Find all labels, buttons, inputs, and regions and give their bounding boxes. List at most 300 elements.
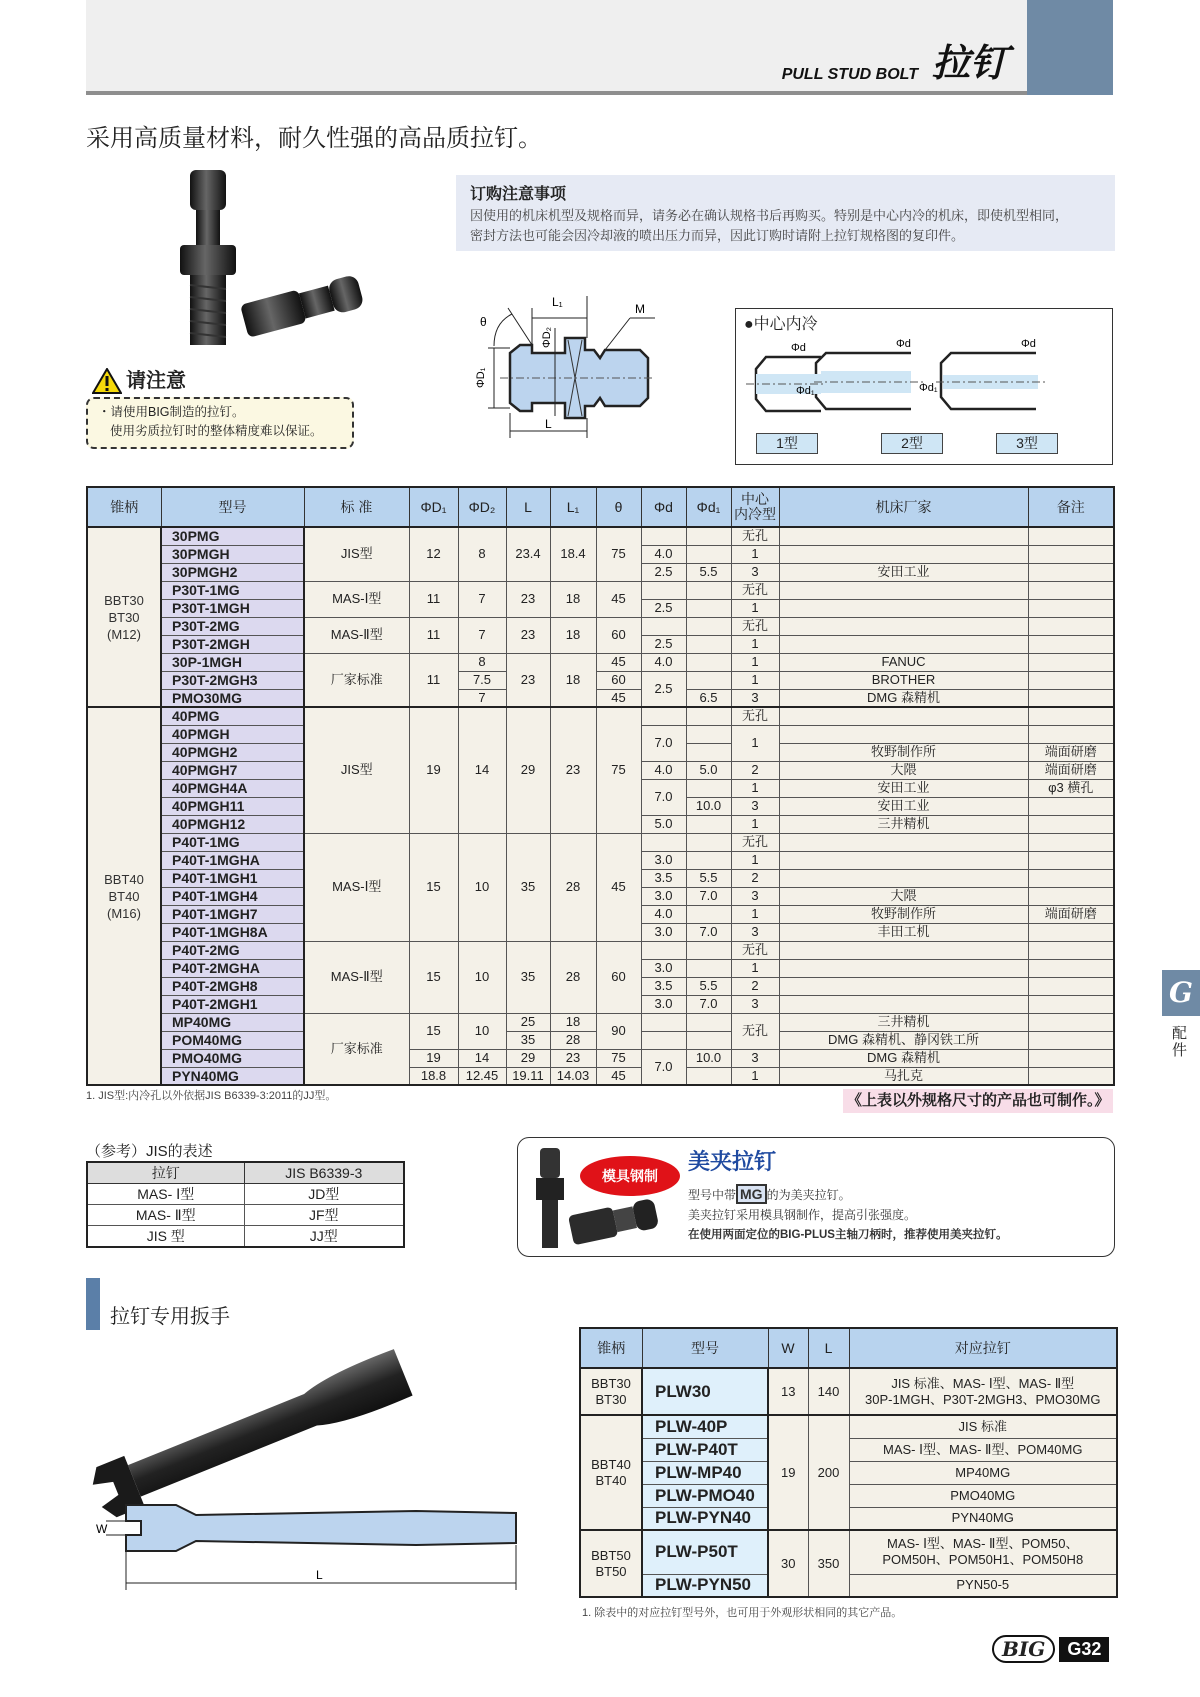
spec-cell [686,725,731,743]
wrench-header: 型号 [642,1328,768,1368]
spec-cell: 1 [731,959,779,977]
model-cell: 40PMGH12 [161,815,304,833]
wrench-l: 350 [808,1530,849,1597]
column-header: L₁ [550,487,596,527]
spec-cell: MAS-Ⅰ型 [304,833,409,941]
spec-cell [686,581,731,599]
section-tab-label: 配件 [1172,1025,1188,1059]
wrench-fits: PYN50-5 [849,1574,1117,1597]
spec-cell [779,869,1028,887]
model-cell: 40PMGH [161,725,304,743]
model-cell: P40T-1MGH7 [161,905,304,923]
order-note-line: 密封方法也可能会因冷却液的喷出压力而异，因此订购时请附上拉钉规格图的复印件。 [470,228,965,243]
table-row [87,707,1114,725]
spec-cell: 7.0 [686,995,731,1013]
spec-cell [779,707,1028,725]
wrench-fits: JIS 标准 [849,1415,1117,1438]
center-cooling-title: ●中心内冷 [744,316,818,333]
spec-cell [686,617,731,635]
wrench-w: 19 [768,1415,808,1530]
spec-cell: 3.5 [641,977,686,995]
spec-cell [1028,671,1114,689]
wrench-fits: MP40MG [849,1461,1117,1484]
spec-cell: 端面研磨 [1028,761,1114,779]
spec-cell: 大隈 [779,887,1028,905]
model-cell: P40T-1MGH1 [161,869,304,887]
spec-cell: 60 [596,617,641,653]
jis-cell: JD型 [244,1184,404,1205]
spec-cell: 7.0 [641,1049,686,1085]
spec-cell: 14 [458,1049,506,1067]
spec-cell: DMG 森精机、静冈铁工所 [779,1031,1028,1049]
spec-table-section [86,486,1113,1113]
spec-cell: 11 [409,617,458,653]
spec-cell [686,941,731,959]
spec-cell [641,617,686,635]
spec-cell: 1 [731,1067,779,1085]
spec-cell: 18 [550,653,596,707]
spec-cell [779,599,1028,617]
wrench-model: PLW30 [642,1368,768,1415]
model-cell: P40T-1MGH8A [161,923,304,941]
spec-cell: 45 [596,581,641,617]
spec-cell: 3.0 [641,995,686,1013]
table-row [87,833,1114,851]
spec-cell [686,599,731,617]
spec-cell: 14.03 [550,1067,596,1085]
wrench-model: PLW-PYN40 [642,1507,768,1530]
spec-cell [779,833,1028,851]
spec-cell: 5.0 [641,815,686,833]
wrench-w: 30 [768,1530,808,1597]
header-title-en: PULL STUD BOLT [781,66,918,83]
jis-cell: MAS- Ⅱ型 [87,1205,244,1226]
spec-cell: 3.0 [641,887,686,905]
spec-cell [1028,941,1114,959]
mg-title: 美夹拉钉 [688,1149,777,1174]
model-cell: 30P-1MGH [161,653,304,671]
wrench-fits: MAS- Ⅰ型、MAS- Ⅱ型、POM40MG [849,1438,1117,1461]
spec-cell: 19 [409,1049,458,1067]
spec-cell: 12.45 [458,1067,506,1085]
spec-cell [686,635,731,653]
wrench-fits: MAS- Ⅰ型、MAS- Ⅱ型、POM50、 POM50H、POM50H1、POM50H8 [849,1530,1117,1574]
spec-cell [686,527,731,545]
spec-cell [1028,959,1114,977]
model-cell: PMO40MG [161,1049,304,1067]
mg-line2: 美夹拉钉采用模具钢制作，提高引张强度。 [688,1208,917,1222]
spec-cell: 23 [550,707,596,833]
spec-cell: MAS-Ⅱ型 [304,941,409,1013]
spec-cell [686,653,731,671]
spec-cell: 3.0 [641,851,686,869]
spec-cell [641,941,686,959]
table-row [87,941,1114,959]
spec-cell: 23 [506,653,550,707]
table-row [87,671,1114,689]
spec-cell: JIS型 [304,707,409,833]
wrench-model: PLW-P50T [642,1530,768,1574]
caution-box [86,397,354,449]
spec-cell: 7 [458,689,506,707]
spec-cell [686,707,731,725]
wrench-taper: BBT40 BT40 [580,1415,642,1530]
spec-cell: 75 [596,527,641,581]
model-cell: 40PMGH7 [161,761,304,779]
spec-cell [686,545,731,563]
spec-cell: 马扎克 [779,1067,1028,1085]
spec-cell [1028,725,1114,743]
spec-cell: 60 [596,671,641,689]
spec-cell [641,581,686,599]
label-d1: Φd₁ [796,385,815,397]
table-row [87,1013,1114,1031]
column-header: Φd₁ [686,487,731,527]
spec-cell: MAS-Ⅱ型 [304,617,409,653]
spec-cell: 23 [506,617,550,653]
section-tab-g[interactable]: G [1162,970,1200,1016]
taper-cell: BBT40 BT40 (M16) [87,707,161,1085]
spec-cell: 4.0 [641,761,686,779]
spec-cell: 3.0 [641,959,686,977]
spec-cell [1028,977,1114,995]
spec-cell: 6.5 [686,689,731,707]
spec-cell [1028,851,1114,869]
model-cell: 30PMG [161,527,304,545]
table-row [87,653,1114,671]
label-M: M [635,302,645,316]
spec-cell: 2.5 [641,635,686,653]
spec-cell: 25 [506,1013,550,1031]
mold-steel-badge: 模具钢制 [580,1156,680,1196]
wrench-fits: JIS 标准、MAS- Ⅰ型、MAS- Ⅱ型 30P-1MGH、P30T-2MGH3、PMO30MG [849,1368,1117,1415]
spec-cell: 安田工业 [779,797,1028,815]
table-row [87,1067,1114,1085]
wrench-table-section [579,1327,1116,1620]
wrench-header: 对应拉钉 [849,1328,1117,1368]
spec-cell: 3.0 [641,923,686,941]
spec-cell [686,1031,731,1049]
spec-cell: 无孔 [731,581,779,599]
spec-cell: 7 [458,581,506,617]
spec-cell: 1 [731,653,779,671]
order-note-box [456,175,1115,251]
model-cell: P40T-2MGH1 [161,995,304,1013]
spec-cell: 1 [731,779,779,797]
spec-cell [1028,1067,1114,1085]
spec-cell: 45 [596,689,641,707]
spec-cell: 90 [596,1013,641,1049]
pull-stud-photo [170,165,370,365]
model-cell: PMO30MG [161,689,304,707]
spec-cell: 7.0 [641,779,686,815]
jis-header: JIS B6339-3 [244,1162,404,1184]
column-header: 中心 内冷型 [731,487,779,527]
column-header: θ [596,487,641,527]
column-header: ΦD₂ [458,487,506,527]
column-header: 标 准 [304,487,409,527]
model-cell: P40T-2MGH8 [161,977,304,995]
spec-cell: 14 [458,707,506,833]
mg-line1-pre: 型号中带 [688,1188,737,1202]
spec-cell: 3.5 [641,869,686,887]
wrench-header: L [808,1328,849,1368]
order-note-title: 订购注意事项 [470,186,567,203]
spec-cell: 10.0 [686,1049,731,1067]
spec-cell: 11 [409,653,458,707]
wrench-model: PLW-PYN50 [642,1574,768,1597]
spec-cell: 75 [596,1049,641,1067]
spec-cell: 3 [731,689,779,707]
wrench-model: PLW-40P [642,1415,768,1438]
model-cell: P30T-2MGH3 [161,671,304,689]
spec-cell: 2 [731,761,779,779]
spec-cell: 15 [409,833,458,941]
spec-cell: DMG 森精机 [779,689,1028,707]
spec-cell: 无孔 [731,707,779,725]
spec-cell [641,1031,686,1049]
model-cell: PYN40MG [161,1067,304,1085]
wrench-model: PLW-MP40 [642,1461,768,1484]
column-header: L [506,487,550,527]
column-header: 锥柄 [87,487,161,527]
spec-cell: 18 [550,617,596,653]
label-D1: ΦD₁ [475,367,487,388]
table-row [87,1049,1114,1067]
spec-cell: 2.5 [641,563,686,581]
spec-cell [1028,527,1114,545]
label-L: L [316,1568,323,1582]
spec-cell: 7 [458,617,506,653]
spec-cell: JIS型 [304,527,409,581]
spec-cell [779,995,1028,1013]
wrench-model: PLW-PMO40 [642,1484,768,1507]
model-cell: P30T-1MGH [161,599,304,617]
spec-cell: 11 [409,581,458,617]
model-cell: P30T-2MGH [161,635,304,653]
spec-cell: 18 [550,1013,596,1031]
jis-cell: JJ型 [244,1226,404,1248]
page-number: G32 [1059,1637,1109,1662]
spec-cell [1028,617,1114,635]
label-theta: θ [480,315,487,329]
pull-stud-spec-table [86,486,1115,1086]
spec-cell: 5.5 [686,977,731,995]
spec-cell [686,743,731,761]
spec-cell: 5.0 [686,761,731,779]
spec-cell: 8 [458,527,506,581]
spec-cell: 18.4 [550,527,596,581]
spec-cell: 无孔 [731,527,779,545]
column-header: 备注 [1028,487,1114,527]
spec-cell: 35 [506,1031,550,1049]
spec-cell: 5.5 [686,563,731,581]
wrench-table [579,1327,1118,1598]
spec-cell: 3 [731,995,779,1013]
spec-cell: 15 [409,941,458,1013]
spec-cell: 安田工业 [779,563,1028,581]
spec-cell: 18 [550,581,596,617]
label-d: Φd [896,338,911,350]
spec-cell [779,617,1028,635]
spec-cell: 无孔 [731,833,779,851]
tagline: 采用高质量材料，耐久性强的高品质拉钉。 [86,124,542,152]
model-cell: P40T-2MG [161,941,304,959]
jis-reference-title: （参考）JIS的表述 [86,1143,213,1160]
wrench-section-title: 拉钉专用扳手 [86,1278,230,1330]
spec-cell: 5.5 [686,869,731,887]
table-row [87,527,1114,545]
table-row [87,617,1114,635]
column-header: Φd [641,487,686,527]
spec-cell [1028,545,1114,563]
spec-cell [686,671,731,689]
caution-title-text: 请注意 [126,370,186,392]
wrench-illustration [86,1345,566,1605]
wrench-w: 13 [768,1368,808,1415]
spec-cell: φ3 横孔 [1028,779,1114,797]
table-notes [86,1089,1113,1113]
spec-cell: 1 [731,905,779,923]
table-row [87,581,1114,599]
spec-cell: 7.5 [458,671,506,689]
mg-line3: 在使用两面定位的BIG-PLUS主轴刀柄时，推荐使用美夹拉钉。 [688,1229,1008,1241]
spec-cell [779,527,1028,545]
spec-cell: 10 [458,941,506,1013]
mg-mark: MG [736,1184,767,1204]
header-title-cn: 拉钉 [931,43,1008,85]
spec-cell [686,1067,731,1085]
spec-cell [686,1013,731,1031]
spec-cell [1028,1013,1114,1031]
model-cell: P40T-1MGH4 [161,887,304,905]
caution-title [92,368,186,394]
spec-cell [779,959,1028,977]
spec-cell: 2 [731,977,779,995]
order-note-line: 因使用的机床机型及规格而异，请务必在确认规格书后再购买。特别是中心内冷的机床，即使机型相同， [470,208,1069,223]
spec-cell: 19 [409,707,458,833]
column-header: 型号 [161,487,304,527]
wrench-model: PLW-P40T [642,1438,768,1461]
spec-cell [1028,797,1114,815]
spec-cell [641,527,686,545]
spec-cell [641,707,686,725]
spec-cell: 三井精机 [779,815,1028,833]
spec-cell [686,779,731,797]
model-cell: POM40MG [161,1031,304,1049]
spec-cell: 60 [596,941,641,1013]
spec-cell: 8 [458,653,506,671]
spec-cell: 10 [458,833,506,941]
spec-cell [686,851,731,869]
label-d1: Φd₁ [919,382,938,394]
spec-cell [1028,599,1114,617]
spec-cell: 10.0 [686,797,731,815]
spec-cell: 75 [596,707,641,833]
cooling-type-3: 3型 [996,433,1058,454]
wrench-fits: PMO40MG [849,1484,1117,1507]
table-footnote: 1. JIS型:内冷孔以外依据JIS B6339-3:2011的JJ型。 [86,1090,337,1102]
spec-cell: 3 [731,797,779,815]
spec-cell: 29 [506,707,550,833]
spec-cell [686,833,731,851]
spec-cell: DMG 森精机 [779,1049,1028,1067]
wrench-l: 200 [808,1415,849,1530]
wrench-header: 锥柄 [580,1328,642,1368]
model-cell: P40T-1MGHA [161,851,304,869]
spec-cell: 35 [506,941,550,1013]
header-accent-block [1027,0,1113,95]
spec-cell: 厂家标准 [304,653,409,707]
mg-pull-stud-box [517,1137,1115,1257]
caution-line: 使用劣质拉钉时的整体精度难以保证。 [110,424,323,438]
label-L: L [545,417,552,431]
spec-cell: 28 [550,833,596,941]
spec-cell [1028,707,1114,725]
spec-cell [641,833,686,851]
caution-line: ・请使用BIG制造的拉钉。 [98,405,245,419]
spec-cell: MAS-Ⅰ型 [304,581,409,617]
spec-cell: 45 [596,1067,641,1085]
jis-cell: MAS- Ⅰ型 [87,1184,244,1205]
model-cell: P30T-1MG [161,581,304,599]
spec-cell [779,581,1028,599]
model-cell: P40T-1MG [161,833,304,851]
model-cell: 40PMGH11 [161,797,304,815]
spec-cell: FANUC [779,653,1028,671]
spec-cell [779,941,1028,959]
spec-cell: 2 [731,869,779,887]
model-cell: 30PMGH2 [161,563,304,581]
spec-cell: 19.11 [506,1067,550,1085]
jis-header: 拉钉 [87,1162,244,1184]
spec-cell [1028,635,1114,653]
spec-cell: 7.0 [641,725,686,761]
spec-cell [1028,1049,1114,1067]
spec-cell: 1 [731,599,779,617]
spec-cell [1028,689,1114,707]
spec-cell [1028,1031,1114,1049]
column-header: 机床厂家 [779,487,1028,527]
spec-cell [779,851,1028,869]
wrench-header: W [768,1328,808,1368]
model-cell: MP40MG [161,1013,304,1031]
mg-description [688,1184,1007,1245]
spec-cell: 无孔 [731,941,779,959]
jis-reference-table [86,1161,405,1248]
spec-cell: 丰田工机 [779,923,1028,941]
spec-cell: 35 [506,833,550,941]
spec-cell [779,635,1028,653]
spec-cell: 4.0 [641,653,686,671]
spec-cell: 4.0 [641,905,686,923]
footer-logo [992,1635,1109,1663]
spec-cell: 45 [596,833,641,941]
spec-cell: 1 [731,545,779,563]
label-D2: ΦD₂ [541,327,553,348]
spec-cell [686,905,731,923]
spec-cell: 23 [550,1049,596,1067]
wrench-taper: BBT50 BT50 [580,1530,642,1597]
pull-stud-dimension-diagram [470,288,720,453]
label-L1: L₁ [552,295,563,309]
spec-cell: 1 [731,725,779,761]
spec-cell: 29 [506,1049,550,1067]
warning-icon [92,368,122,394]
cooling-type-2: 2型 [881,433,943,454]
cooling-type-drawings [736,329,1114,429]
spec-cell: 12 [409,527,458,581]
